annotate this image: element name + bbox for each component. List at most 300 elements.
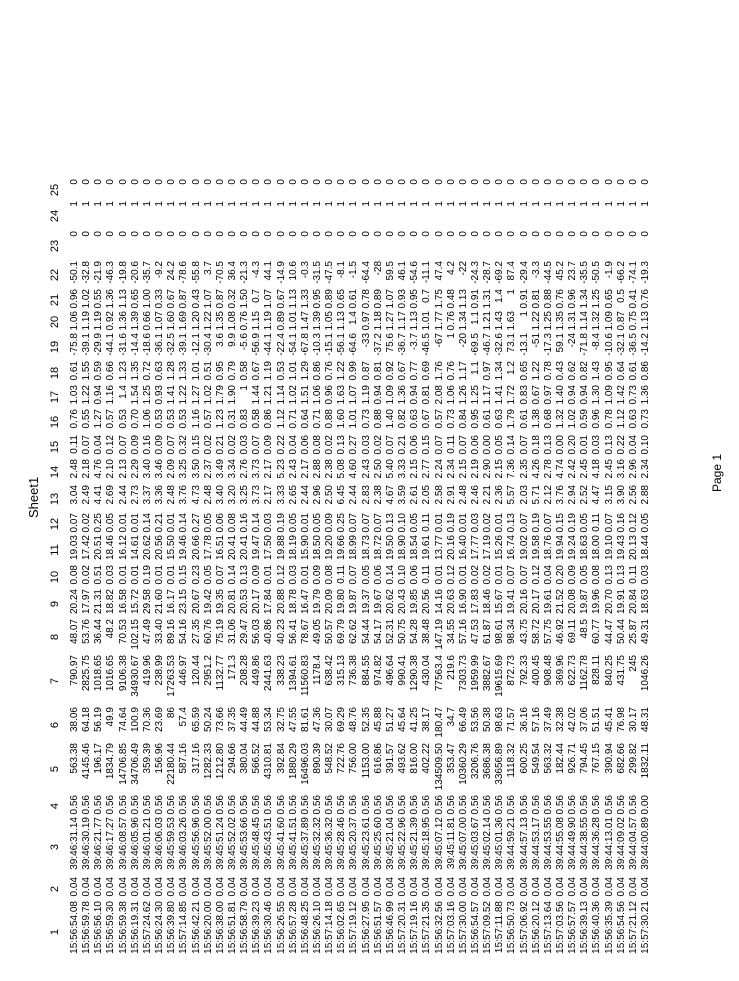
table-cell: 17.42 [81,535,93,561]
table-cell: 15:56:42.21 [190,901,202,954]
table-cell: 0.07 [384,435,396,455]
table-cell: 1 [226,201,238,207]
table-cell: 39:45:36.32 [324,817,336,870]
table-cell: 9106.38 [117,655,129,692]
table-cell: 1.01 [190,361,202,381]
table-cell: 39:45:07.00 [457,817,469,870]
column-header: 24 [49,209,61,223]
table-cell: 0.72 [141,361,153,381]
table-cell: 0.61 [627,361,639,381]
table-cell: 0.06 [372,565,384,585]
table-cell: 19.47 [251,535,263,561]
table-cell: 0.56 [275,795,287,815]
table-cell: 39:44:04.57 [627,817,639,870]
table-cell: 2825.75 [81,655,93,692]
table-cell: 0.14 [178,513,190,533]
table-cell: 1 [324,201,336,207]
table-cell: 0.04 [117,877,129,897]
table-cell: 566.52 [251,743,263,774]
table-cell: 0.58 [239,361,251,381]
table-cell: 0.01 [457,513,469,533]
table-cell: 0.56 [105,795,117,815]
table-cell: 2.17 [263,485,275,505]
table-cell: 0.76 [239,311,251,331]
table-cell: 15:56:59.78 [81,901,93,954]
table-cell: 840.25 [603,655,615,686]
table-cell: 0.04 [469,877,481,897]
table-cell: 1.20 [190,311,202,331]
table-cell: -10.6 [603,333,615,356]
table-cell: 0.08 [312,435,323,455]
table-cell: 39:45:59.53 [166,817,178,870]
table-cell: 2.76 [239,459,251,479]
table-cell: 38.17 [421,707,433,733]
table-cell: 0.14 [251,513,263,533]
table-cell: 0.56 [190,795,202,815]
table-cell: 1.35 [129,361,141,381]
table-cell: 0.09 [154,435,166,455]
table-cell: 0 [482,179,494,185]
table-cell: 15:57:11.88 [494,901,506,954]
table-cell: 0.03 [287,565,299,585]
table-cell: 1.19 [81,311,93,331]
table-cell: 0.04 [166,877,178,897]
table-cell: 563.38 [69,743,80,774]
table-cell: 0.19 [141,565,153,585]
table-cell: 1 [615,201,627,207]
table-cell: 1.51 [299,385,311,405]
table-cell: 0 [251,231,263,237]
table-cell: 15:56:26.55 [275,901,287,954]
table-cell: 0 [591,231,603,237]
table-cell: 40.86 [263,619,275,645]
table-cell: 1.34 [579,289,591,309]
table-cell: 1.27 [384,311,396,331]
table-cell: 23.15 [178,589,190,615]
table-cell: 0.67 [421,409,433,429]
table-cell: 392.84 [275,743,287,774]
table-cell: 402.22 [421,743,433,774]
table-cell: 0.04 [360,877,372,897]
table-cell: 1 [190,201,202,207]
table-cell: 1.60 [336,409,348,429]
table-cell: 0.05 [360,565,372,585]
table-cell: -51 [530,333,542,348]
table-cell: 0.61 [518,409,530,429]
table-cell: 1.02 [287,385,299,405]
table-cell: 0 [178,179,190,185]
table-cell: 1.31 [482,289,494,309]
table-cell: 19.96 [591,589,603,615]
table-cell: 15:56:20.00 [202,901,214,954]
table-cell: 39:45:53.66 [239,817,251,870]
table-cell: 15:57:21.35 [421,901,433,954]
table-cell: 0 [166,179,178,185]
table-cell: 1 [506,289,518,295]
table-cell: 1.76 [433,361,445,381]
table-cell: 16.58 [117,589,129,615]
table-cell: 15:57:03.56 [555,901,566,954]
table-cell: -54.1 [287,333,299,356]
table-cell: 0 [567,231,579,237]
column-header: 22 [49,268,61,282]
table-cell: 36.16 [518,707,530,733]
table-cell: 15:56:57.57 [567,901,579,954]
table-cell: 1 [263,201,275,207]
table-cell: 2.05 [421,485,433,505]
table-cell: 39:45:41.60 [275,817,287,870]
table-cell: 0.05 [287,513,299,533]
table-cell: 20.56 [421,589,433,615]
table-cell: 39:45:22.96 [397,817,409,870]
table-cell: 299.82 [627,743,639,774]
table-cell: 20.16 [518,589,530,615]
table-cell: 134509.50 [433,743,445,791]
table-cell: 0 [287,179,299,185]
table-cell: 196.17 [93,743,105,774]
table-cell: 0.56 [324,795,336,815]
table-cell: 1.54 [129,385,141,405]
table-cell: 0 [93,231,105,237]
table-cell: 1832.11 [640,743,652,779]
table-cell: 20.08 [567,589,579,615]
table-cell: 0.65 [129,289,141,309]
table-cell: 1.31 [567,311,579,331]
table-cell: -44.1 [105,333,117,356]
table-cell: 18.00 [591,535,603,561]
table-cell: 219.6 [445,655,457,681]
table-cell: 0.55 [93,289,105,309]
table-cell: 338.23 [275,655,287,686]
table-cell: 0.02 [81,565,93,585]
table-cell: 0.57 [433,409,445,429]
table-cell: 1.19 [263,361,275,381]
table-cell: 0.05 [312,513,323,533]
table-cell: 0.01 [129,513,141,533]
table-cell: 20.51 [93,535,105,561]
table-cell: 0 [555,231,566,237]
table-cell: 1132.77 [214,655,226,691]
table-cell: 0 [433,179,445,185]
table-cell: 0.96 [591,409,603,429]
table-cell: 1834.79 [105,743,117,780]
table-cell: 0.33 [154,289,166,309]
table-cell: 17.78 [202,535,214,561]
table-cell: 0.65 [518,361,530,381]
table-cell: -0.3 [299,261,311,279]
table-cell: 3.04 [69,485,80,505]
table-cell: 0.05 [494,435,506,455]
table-cell: 0.01 [433,513,445,533]
table-cell: 0.56 [542,795,554,815]
table-cell: 2.96 [312,485,323,505]
table-cell: -46.5 [421,333,433,356]
table-cell: 48.76 [348,707,360,733]
table-cell: 0.02 [81,513,93,533]
table-cell: 1 [239,385,251,391]
table-cell: 0.04 [518,877,530,897]
table-cell: 2.77 [421,459,433,479]
table-cell: 21.60 [154,589,166,615]
table-cell: 39:45:23.61 [360,817,372,870]
column-header: 7 [49,677,61,685]
table-cell: 2.96 [627,459,639,479]
table-cell: 74.64 [117,707,129,733]
table-cell: 0.07 [360,513,372,533]
table-cell: 0.97 [542,385,554,405]
table-cell: 1.22 [202,311,214,331]
table-cell: 0 [603,231,615,237]
table-cell: 0.13 [542,435,554,455]
table-cell: 0.04 [384,877,396,897]
table-cell: 17.83 [469,589,481,615]
table-cell: 0.56 [226,795,238,815]
table-cell: 0.58 [251,409,263,429]
table-cell: 15:56:59.38 [117,901,129,954]
table-cell: 548.52 [324,743,336,774]
table-cell: 0.64 [299,409,311,429]
table-cell: 0 [627,231,639,237]
table-cell: 0.04 [567,877,579,897]
table-cell: 15:56:58.79 [239,901,251,954]
table-cell: 0.56 [251,795,263,815]
table-cell: 147.19 [433,619,445,650]
table-cell: 0.76 [555,289,566,309]
table-cell: 1018.65 [93,655,105,692]
table-cell: 0.57 [105,409,117,429]
table-cell: 15:57:03.16 [445,901,457,954]
table-cell: 0 [372,179,384,185]
table-cell: 0.78 [542,361,554,381]
table-cell: 1.06 [312,385,323,405]
table-cell: 0.02 [324,435,336,455]
table-cell: 1.32 [555,409,566,429]
table-cell: 19.91 [615,589,627,615]
table-cell: 0.19 [567,513,579,533]
table-cell: 15:56:57.28 [287,901,299,954]
table-cell: 44.88 [251,707,263,733]
table-cell: 0.07 [457,435,469,455]
table-cell: 0.56 [384,795,396,815]
column-header: 19 [49,340,61,354]
table-cell: 0.66 [141,311,153,331]
table-cell: 0.02 [469,565,481,585]
table-cell: 34706.49 [129,743,141,785]
table-cell: -10.3 [312,333,323,356]
table-cell: -8.4 [591,333,603,351]
table-cell: 15:56:35.39 [603,901,615,954]
table-cell: 0.04 [251,877,263,897]
table-cell: 1.22 [336,361,348,381]
table-cell: 3.33 [275,485,287,505]
table-cell: 0.32 [226,289,238,309]
table-cell: -44.1 [263,333,275,356]
table-cell: 2.38 [372,485,384,505]
table-cell: -19.3 [640,261,652,284]
table-cell: 15:57:19.16 [409,901,421,954]
table-cell: 990.41 [397,655,409,686]
table-cell: 54.16 [178,619,190,645]
table-cell: 0 [324,179,336,185]
table-cell: 0.89 [324,289,336,309]
table-cell: 1.40 [555,385,566,405]
table-cell: 0 [384,179,396,185]
table-cell: 0.04 [287,435,299,455]
table-cell: 0.04 [603,877,615,897]
table-cell: 0 [409,231,421,237]
table-cell: 39:44:57.13 [518,817,530,870]
column-header: 18 [49,366,61,380]
table-cell: 56.41 [287,619,299,645]
table-cell: 600.25 [518,743,530,774]
table-cell: 1.16 [190,409,202,429]
table-cell: 208.28 [239,655,251,686]
table-cell: 27.35 [190,619,202,645]
column-header: 17 [49,390,61,404]
table-cell: 39:46:05.96 [129,817,141,870]
table-cell: 1.01 [421,311,433,331]
table-cell: 120.44 [190,655,202,686]
table-cell: 15:56:54.56 [615,901,627,954]
table-cell: 0 [506,231,518,237]
table-cell: 1.22 [81,385,93,405]
table-cell: 39:44:53.17 [530,817,542,870]
table-cell: 15:56:20.12 [530,901,542,954]
table-cell: 18.54 [409,535,421,561]
table-cell: 2951.2 [202,655,214,686]
table-cell: 0.86 [263,409,275,429]
table-cell: 1.55 [81,361,93,381]
table-cell: 0.56 [154,795,166,815]
table-cell: 51.27 [384,707,396,733]
table-cell: -21.3 [239,261,251,284]
table-cell: 2.43 [360,459,372,479]
table-cell: 0.56 [117,795,129,815]
table-cell: 53.76 [81,619,93,645]
table-cell: 32.75 [275,707,287,733]
table-cell: 1 [372,201,384,207]
table-cell: 1.15 [251,311,263,331]
table-cell: 59.5 [384,261,396,281]
table-cell: 0.76 [445,361,457,381]
table-cell: 0.01 [166,513,178,533]
table-cell: 5.71 [530,485,542,505]
table-cell: 50.57 [324,619,336,645]
table-cell: 0.63 [154,361,166,381]
table-cell: 2.45 [579,459,591,479]
table-cell: 0.04 [129,877,141,897]
table-cell: 15:57:21.12 [627,901,639,954]
table-cell: 0.56 [579,795,591,815]
table-cell: 18.63 [640,589,652,615]
table-cell: 638.42 [324,655,336,686]
table-cell: 0.56 [506,795,518,815]
table-cell: 493.62 [397,743,409,774]
table-cell: 1 [518,201,530,207]
table-cell: 15:57:09.52 [482,901,494,954]
table-cell: 0 [603,179,615,185]
table-cell: 0.20 [555,565,566,585]
table-cell: 0.87 [615,311,627,331]
table-cell: 0.04 [615,877,627,897]
column-header: 20 [49,315,61,329]
table-cell: 2.94 [567,485,579,505]
data-table [43,0,693,981]
table-cell: 0.84 [457,409,469,429]
table-cell: 0.04 [530,877,542,897]
table-cell: 0.64 [615,361,627,381]
table-cell: 0 [239,179,251,185]
table-cell: 3.6 [214,333,226,347]
table-cell: 39:46:31.14 [69,817,80,870]
table-cell: 1.47 [299,311,311,331]
table-cell: 3.36 [154,485,166,505]
table-cell: 4.26 [530,459,542,479]
table-cell: 1.79 [214,385,226,405]
table-cell: 1.27 [93,409,105,429]
table-cell: 0.56 [555,795,566,815]
table-cell: 3.90 [615,485,627,505]
table-cell: 0.05 [409,513,421,533]
table-cell: 16.47 [299,589,311,615]
table-cell: 0 [494,179,506,185]
table-cell: 0.56 [409,795,421,815]
table-cell: 15:56:51.57 [372,901,384,954]
table-cell: 53.56 [469,707,481,733]
table-cell: 0.56 [469,795,481,815]
table-cell: 52.35 [360,707,372,733]
table-cell: 47.55 [287,707,299,733]
table-cell: 0.87 [360,361,372,381]
table-cell: 75.6 [384,333,396,353]
table-cell: 14.16 [433,589,445,615]
table-cell: 46.1 [397,261,409,281]
table-cell: 1282.33 [202,743,214,780]
table-cell: 71.57 [506,707,518,733]
table-cell: -78.6 [178,261,190,284]
table-cell: 1.32 [591,311,603,331]
table-cell: 1 [275,201,287,207]
table-cell: 0.07 [251,435,263,455]
table-cell: 73.66 [214,707,226,733]
table-cell: 1.34 [494,361,506,381]
table-cell: -47.5 [324,261,336,284]
table-cell: 0.56 [445,795,457,815]
table-cell: 18.50 [312,535,323,561]
table-cell: 0.04 [336,877,348,897]
table-cell: 89.16 [166,619,178,645]
table-cell: 14706.85 [117,743,129,785]
table-cell: 0 [348,231,360,237]
table-cell: 0.07 [117,435,129,455]
table-cell: 3.40 [214,485,226,505]
table-cell: 616.86 [372,743,384,774]
table-cell: 4.18 [591,459,603,479]
table-cell: 0 [81,231,93,237]
table-cell: 1 [239,201,251,207]
table-cell: 13.77 [433,535,445,561]
table-cell: 0.65 [603,289,615,309]
table-cell: 0.04 [506,877,518,897]
table-cell: -18.6 [141,333,153,356]
table-cell: 49.31 [640,619,652,645]
table-cell: 16.74 [506,535,518,561]
table-cell: 57.75 [542,619,554,645]
table-cell: 15:57:19.12 [348,901,360,954]
table-cell: 1.39 [312,311,323,331]
table-cell: 0.88 [372,409,384,429]
table-cell: 390.94 [603,743,615,774]
